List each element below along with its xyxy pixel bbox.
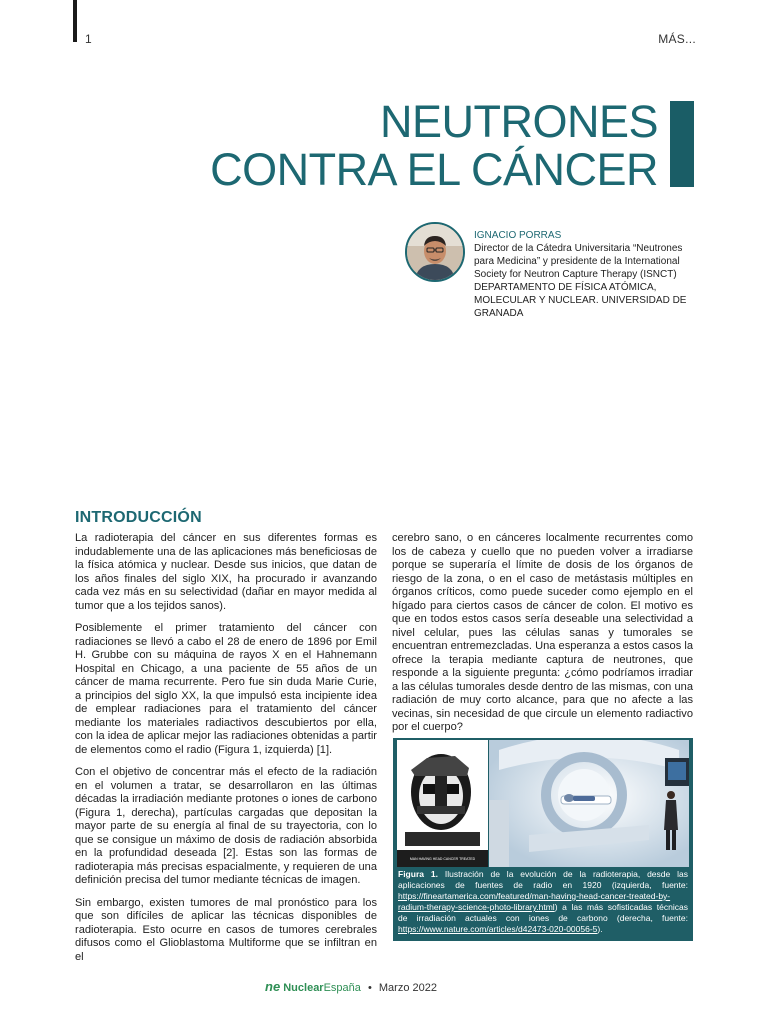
author-avatar xyxy=(405,222,465,282)
issue-date: Marzo 2022 xyxy=(378,982,437,994)
source-link-nature[interactable]: https://www.nature.com/articles/d42473-020-00056-5 xyxy=(398,924,598,934)
paragraph: Posiblemente el primer tratamiento del cáncer con radiaciones se llevó a cabo el 28 de enero de 1896 por Emil H. Grubbe con su máquina de rayos X en el Hahnemann Hospital en Chicago, a una paciente de 55 años de un cáncer de mama recurrente. Pero fue sin duda Marie Curie, a principios del siglo XX, la que impulsó esta incipiente idea de emplear radiaciones para el tratamiento del cáncer mediante los materiales radiactivos descubiertos por ella, con la idea de aplicar mejor las radiaciones obtenidas a partir de elementos como el radio (Figura 1, izquierda) [1]. xyxy=(75,622,377,756)
author-role: Director de la Cátedra Universitaria “Neutrones para Medicina” y presidente de la International Society for Neutron Capture Therapy (ISNCT) xyxy=(474,243,683,280)
title-line-1: NEUTRONES xyxy=(379,96,658,147)
caption-text-end: ). xyxy=(597,924,603,934)
carbon-ion-therapy-photo xyxy=(489,740,689,867)
author-department: DEPARTAMENTO DE FÍSICA ATÓMICA, MOLECULAR Y NUCLEAR. UNIVERSIDAD DE GRANADA xyxy=(474,282,687,319)
author-portrait-icon xyxy=(407,224,463,280)
paragraph: Sin embargo, existen tumores de mal pronóstico para los que son difíciles de aplicar las técnicas disponibles de radioterapia. Esto ocurre en casos de tumores cerebrales difusos como el Glioblastoma Multiforme que se infiltran en el xyxy=(75,896,377,963)
title-accent-bar xyxy=(670,101,694,187)
page-number: 1 xyxy=(85,32,92,46)
caption-text-mid: ) a las más sofisticadas técnicas de irradiación actuales con iones de carbono (derecha, fuente: xyxy=(398,902,688,923)
photo-strip-text: MAN HAVING HEAD CANCER TREATED xyxy=(409,857,476,861)
author-info xyxy=(474,229,694,320)
author-name: IGNACIO PORRAS xyxy=(474,230,562,241)
brand-name-part2: España xyxy=(323,982,361,994)
title-line-2: CONTRA EL CÁNCER xyxy=(210,144,658,195)
section-heading-introduccion: INTRODUCCIÓN xyxy=(75,509,202,526)
article-title xyxy=(210,98,658,194)
radium-therapy-photo xyxy=(397,740,488,867)
radium-therapy-illustration-icon xyxy=(397,740,488,867)
figure-caption xyxy=(398,869,688,935)
caption-text: Ilustración de la evolución de la radioterapia, desde las aplicaciones de fuentes de radio en 1920 (izquierda, fuente: xyxy=(398,869,688,890)
body-column-right xyxy=(392,532,693,744)
paragraph: cerebro sano, o en cánceres localmente recurrentes como los de cabeza y cuello que no pueden volver a irradiarse porque se superaría el límite de dosis de los órganos de riesgo de la zona, o en el caso de metástasis múltiples en órganos críticos, como puede suceder como ejemplo en el hígado para ciertos casos de cáncer de colon. El motivo es que en todos estos casos sería deseable una selectividad a nivel celular, pues las células sanas y tumorales se encuentran entremezcladas. Una esperanza a estos casos la ofrece la terapia mediante captura de neutrones, que responde a la siguiente pregunta: ¿cómo podríamos irradiar a las células tumorales desde dentro de las mismas, con una radiación de muy corto alcance, para que no afecte a las vecinas, sin necesidad de que circule un elemento radiactivo por el cuerpo? xyxy=(392,532,693,733)
brand-name-part1: Nuclear xyxy=(283,982,324,994)
figure-1 xyxy=(393,738,693,941)
page-edge-bar xyxy=(73,0,77,42)
paragraph: Con el objetivo de concentrar más el efecto de la radiación en el volumen a tratar, se desarrollaron en las últimas décadas la irradiación mediante protones o iones de carbono (Figura 1, derecha), partículas cargadas que depositan la mayor parte de su energía al final de su trayectoria, con lo que se consigue un máximo de dosis de radiación absorbida en la profundidad deseada [2]. Estas son las formas de radioterapia más precisas espacialmente, y requieren de una definición precisa del tumor mediante técnicas de imagen. xyxy=(75,766,377,886)
nuclear-espana-logo-icon: ne xyxy=(265,979,281,994)
figure-label: Figura 1. xyxy=(398,869,438,879)
carbon-ion-room-illustration-icon xyxy=(489,740,689,867)
source-link-fineartamerica[interactable]: https://fineartamerica.com/featured/man-having-head-cancer-treated-by-radium-therapy-science-photo-library.html xyxy=(398,891,671,912)
footer-bullet: • xyxy=(367,982,372,994)
body-column-left xyxy=(75,532,377,973)
paragraph: La radioterapia del cáncer en sus diferentes formas es indudablemente una de las aplicaciones más beneficiosas de la física atómica y nuclear. Desde sus inicios, que datan de los años finales del siglo XIX, ha procurado ir avanzando cada vez más en su selectividad (dañar en mayor medida al tumor que a los tejidos sanos). xyxy=(75,532,377,612)
page-footer xyxy=(265,979,437,994)
section-label: MÁS... xyxy=(658,32,696,46)
